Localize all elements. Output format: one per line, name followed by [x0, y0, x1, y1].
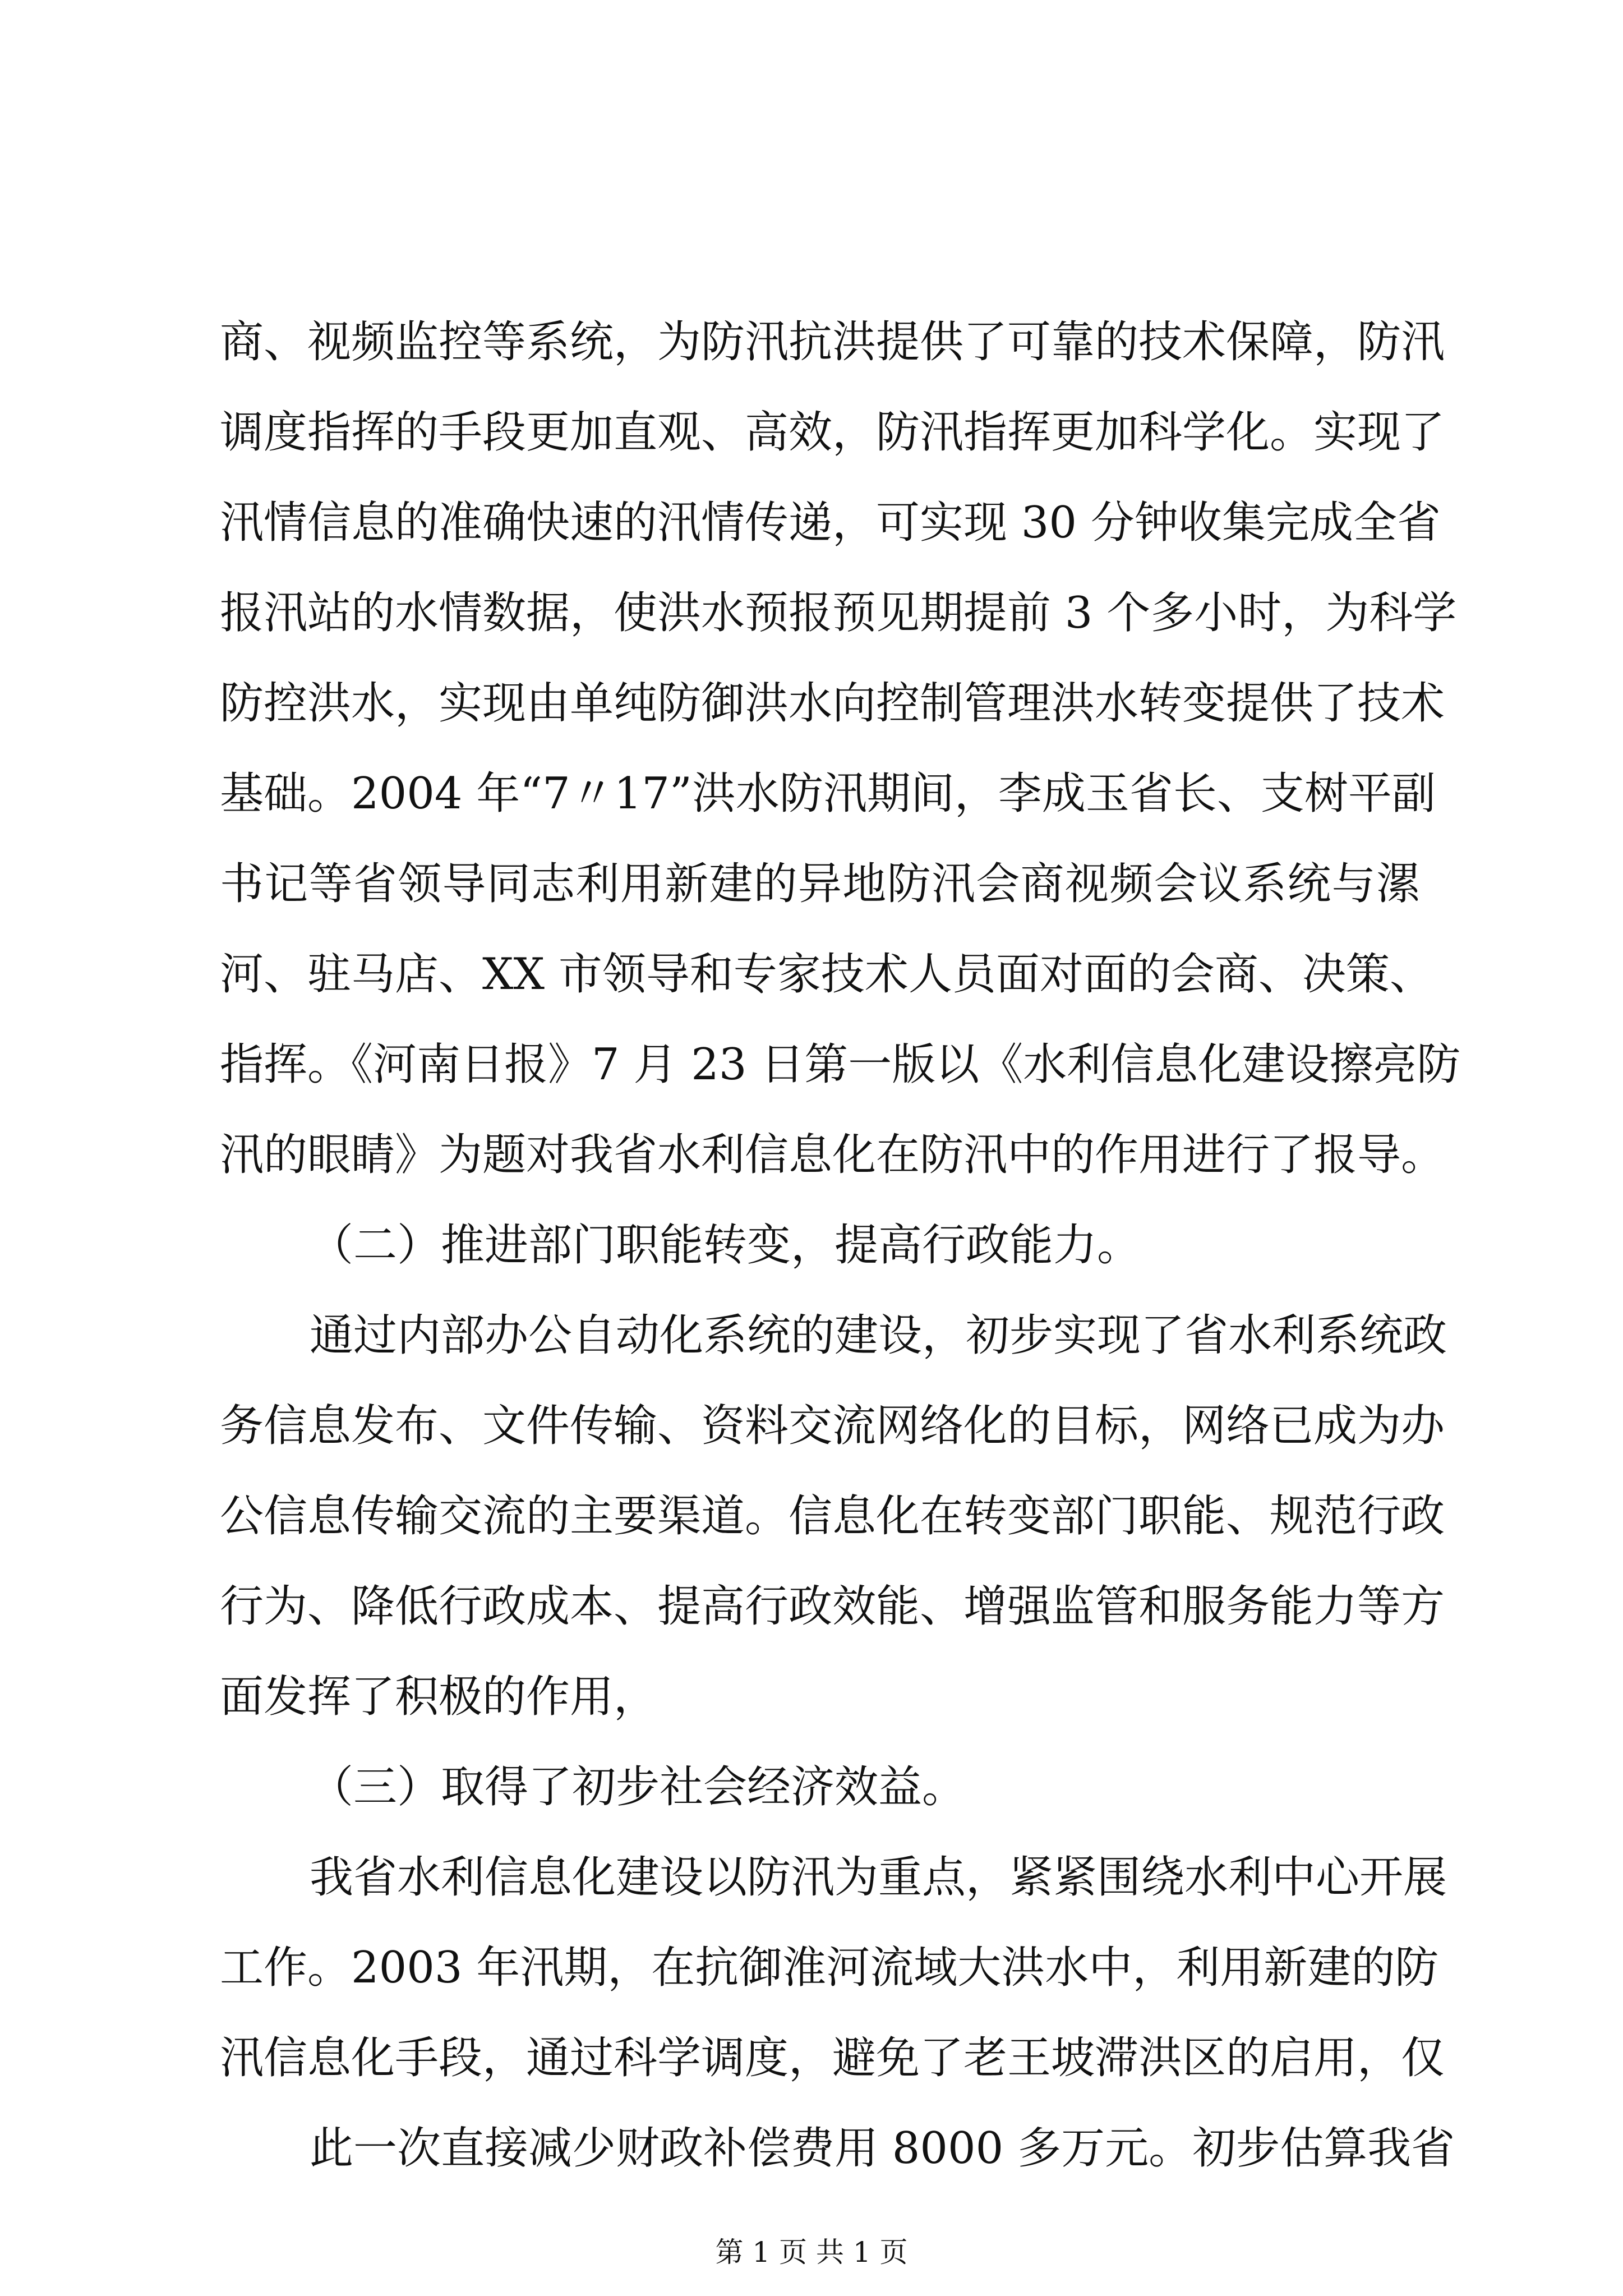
text-line: 汛信息化手段，通过科学调度，避免了老王坡滞洪区的启用，仅 [220, 2033, 1445, 2083]
text-line: 河、驻马店、XX 市领导和专家技术人员面对面的会商、决策、 [220, 949, 1433, 1000]
text-line: 我省水利信息化建设以防汛为重点，紧紧围绕水利中心开展 [310, 1852, 1447, 1903]
text-line: 防控洪水，实现由单纯防御洪水向控制管理洪水转变提供了技术 [220, 678, 1445, 729]
text-line: 调度指挥的手段更加直观、高效，防汛指挥更加科学化。实现了 [220, 407, 1445, 458]
page-footer: 第 1 页 共 1 页 [715, 2236, 908, 2269]
text-line: 务信息发布、文件传输、资料交流网络化的目标，网络已成为办 [220, 1401, 1445, 1451]
section-heading: （二）推进部门职能转变，提高行政能力。 [310, 1220, 1141, 1271]
text-line: 汛情信息的准确快速的汛情传递，可实现 30 分钟收集完成全省 [220, 498, 1441, 548]
text-line: 商、视频监控等系统，为防汛抗洪提供了可靠的技术保障，防汛 [220, 317, 1445, 367]
text-line: 行为、降低行政成本、提高行政效能、增强监管和服务能力等方 [220, 1581, 1445, 1632]
text-line: 此一次直接减少财政补偿费用 8000 多万元。初步估算我省 [310, 2123, 1455, 2174]
text-line: 报汛站的水情数据，使洪水预报预见期提前 3 个多小时，为科学 [220, 588, 1457, 638]
text-line: 面发挥了积极的作用， [220, 1672, 658, 1722]
text-line: 工作。2003 年汛期，在抗御淮河流域大洪水中，利用新建的防 [220, 1943, 1439, 1993]
text-line: 书记等省领导同志利用新建的异地防汛会商视频会议系统与漯 [220, 859, 1420, 909]
text-line: 指挥。《河南日报》7 月 23 日第一版以《水利信息化建设擦亮防 [220, 1039, 1461, 1090]
section-heading: （三）取得了初步社会经济效益。 [310, 1762, 966, 1812]
text-line: 汛的眼睛》为题对我省水利信息化在防汛中的作用进行了报导。 [220, 1130, 1445, 1180]
text-line: 通过内部办公自动化系统的建设，初步实现了省水利系统政 [310, 1310, 1447, 1361]
text-line: 基础。2004 年“7〃17”洪水防汛期间，李成玉省长、支树平副 [220, 769, 1436, 819]
text-line: 公信息传输交流的主要渠道。信息化在转变部门职能、规范行政 [220, 1491, 1445, 1542]
